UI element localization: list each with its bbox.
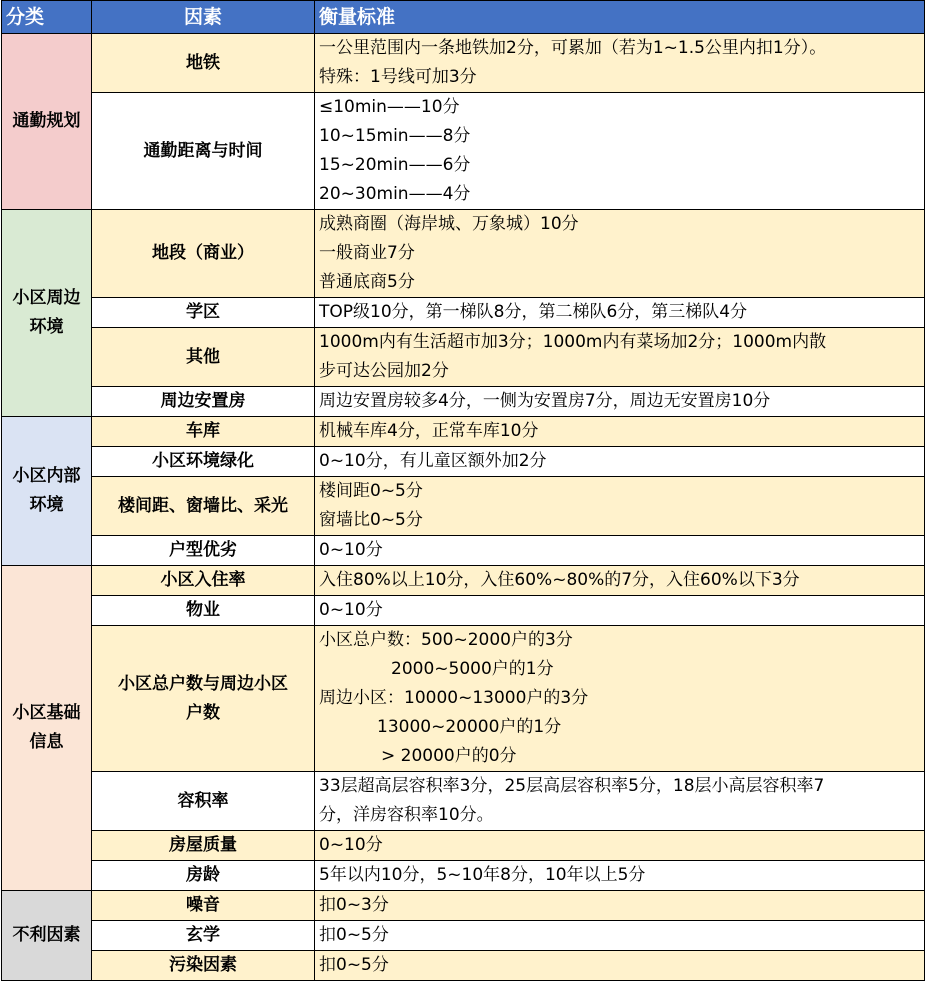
standard-location: 成熟商圈（海岸城、万象城）10分 一般商业7分 普通底商5分 (315, 210, 925, 298)
table-row (2, 772, 925, 831)
factor-other: 其他 (92, 328, 315, 387)
table-row (2, 328, 925, 387)
table-row (2, 536, 925, 566)
category-basic: 小区基础 信息 (2, 566, 92, 891)
evaluation-table (1, 0, 925, 981)
standard-layout: 0~10分 (315, 536, 925, 566)
factor-resettlement: 周边安置房 (92, 387, 315, 417)
category-inner: 小区内部 环境 (2, 417, 92, 566)
table-row (2, 596, 925, 626)
factor-layout: 户型优劣 (92, 536, 315, 566)
table-row (2, 93, 925, 210)
factor-spacing: 楼间距、窗墙比、采光 (92, 477, 315, 536)
factor-noise: 噪音 (92, 891, 315, 921)
standard-quality: 0~10分 (315, 831, 925, 861)
factor-quality: 房屋质量 (92, 831, 315, 861)
standard-noise: 扣0~3分 (315, 891, 925, 921)
standard-far: 33层超高层容积率3分，25层高层容积率5分，18层小高层容积率7 分，洋房容积率10分。 (315, 772, 925, 831)
table-row (2, 477, 925, 536)
header-factor: 因素 (92, 1, 315, 34)
factor-garage: 车库 (92, 417, 315, 447)
header-category: 分类 (2, 1, 92, 34)
table-row (2, 417, 925, 447)
standard-age: 5年以内10分，5~10年8分，10年以上5分 (315, 861, 925, 891)
table-row (2, 921, 925, 951)
table-row (2, 566, 925, 596)
factor-property: 物业 (92, 596, 315, 626)
standard-households: 小区总户数：500~2000户的3分 2000~5000户的1分 周边小区：10000~13000户的3分 13000~20000户的1分 > 20000户的0分 (315, 626, 925, 772)
standard-subway: 一公里范围内一条地铁加2分，可累加（若为1~1.5公里内扣1分）。 特殊：1号线可加3分 (315, 34, 925, 93)
header-row (2, 1, 925, 34)
table-row (2, 298, 925, 328)
table-row (2, 210, 925, 298)
standard-property: 0~10分 (315, 596, 925, 626)
factor-location: 地段（商业） (92, 210, 315, 298)
factor-commute-time: 通勤距离与时间 (92, 93, 315, 210)
standard-occupancy: 入住80%以上10分，入住60%~80%的7分，入住60%以下3分 (315, 566, 925, 596)
table-row (2, 626, 925, 772)
table-row (2, 831, 925, 861)
header-standard: 衡量标准 (315, 1, 925, 34)
factor-occupancy: 小区入住率 (92, 566, 315, 596)
factor-far: 容积率 (92, 772, 315, 831)
standard-resettlement: 周边安置房较多4分，一侧为安置房7分，周边无安置房10分 (315, 387, 925, 417)
table-row (2, 447, 925, 477)
category-commute: 通勤规划 (2, 34, 92, 210)
table-row (2, 387, 925, 417)
standard-other: 1000m内有生活超市加3分；1000m内有菜场加2分；1000m内散 步可达公园加2分 (315, 328, 925, 387)
category-surround: 小区周边 环境 (2, 210, 92, 417)
factor-greening: 小区环境绿化 (92, 447, 315, 477)
factor-school: 学区 (92, 298, 315, 328)
category-adverse: 不利因素 (2, 891, 92, 981)
table-row (2, 891, 925, 921)
standard-greening: 0~10分，有儿童区额外加2分 (315, 447, 925, 477)
table-row (2, 951, 925, 981)
factor-metaphysics: 玄学 (92, 921, 315, 951)
table-row (2, 34, 925, 93)
factor-households: 小区总户数与周边小区 户数 (92, 626, 315, 772)
standard-school: TOP级10分，第一梯队8分，第二梯队6分，第三梯队4分 (315, 298, 925, 328)
factor-subway: 地铁 (92, 34, 315, 93)
table-row (2, 861, 925, 891)
standard-spacing: 楼间距0~5分 窗墙比0~5分 (315, 477, 925, 536)
standard-commute-time: ≤10min——10分 10~15min——8分 15~20min——6分 20~30min——4分 (315, 93, 925, 210)
standard-garage: 机械车库4分，正常车库10分 (315, 417, 925, 447)
standard-pollution: 扣0~5分 (315, 951, 925, 981)
factor-age: 房龄 (92, 861, 315, 891)
standard-metaphysics: 扣0~5分 (315, 921, 925, 951)
factor-pollution: 污染因素 (92, 951, 315, 981)
